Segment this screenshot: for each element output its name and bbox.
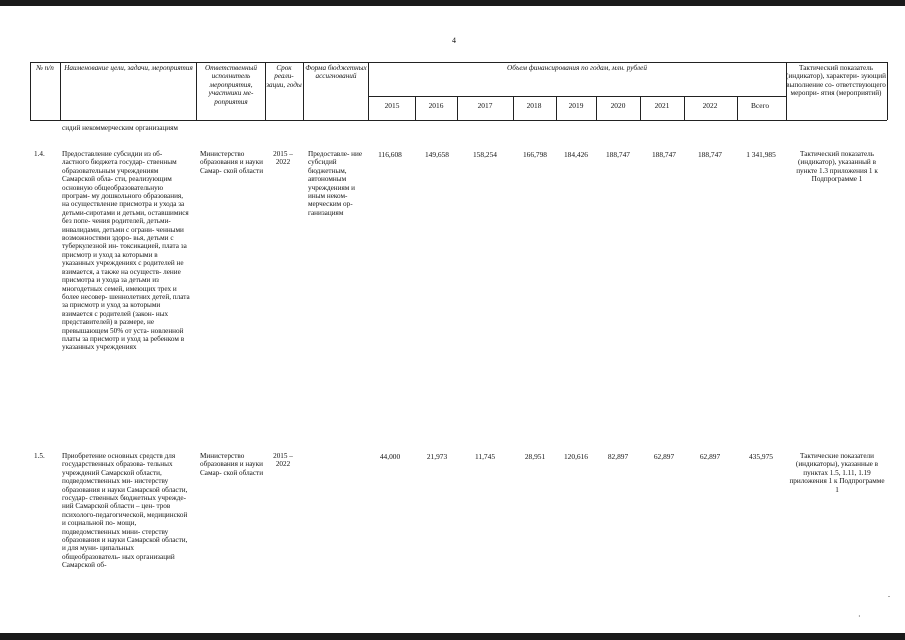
year-2015: 2015 [384, 101, 400, 110]
year-2018: 2018 [526, 101, 542, 110]
year-2019: 2019 [568, 101, 584, 110]
row-form: Предоставле- ние субсидий бюджетным, автономным учреждениям и иным неком- мерческим ор- ганизациям [308, 150, 363, 217]
value-2020: 82,897 [607, 452, 629, 461]
scan-speck: . [888, 590, 890, 599]
value-2017: 11,745 [474, 452, 496, 461]
value-2018: 166,798 [522, 150, 548, 159]
year-2017: 2017 [477, 101, 493, 110]
year-2022: 2022 [702, 101, 718, 110]
row-indicator: Тактические показатели (индикаторы), указанные в пунктах 1.5, 1.11, 1.19 приложения 1 к Подпрограмме 1 [789, 452, 885, 494]
year-total: Всего [750, 101, 770, 110]
row-term: 2015 – 2022 [273, 452, 293, 469]
header-executor: Ответственный исполнитель мероприятия, участники ме- роприятия [204, 64, 258, 106]
value-total: 1 341,985 [746, 150, 776, 159]
row-number: 1.5. [34, 452, 45, 460]
value-2016: 149,658 [424, 150, 450, 159]
value-2016: 21,973 [426, 452, 448, 461]
header-indicator: Тактический показатель (индикатор), характери- зующий выполнение со- ответствующего меропри- ятия (мероприятий) [786, 64, 886, 98]
header-form: Форма бюджетных ассигнований [305, 64, 367, 81]
header-name: Наименование цели, задачи, мероприятия [64, 64, 193, 72]
value-2021: 62,897 [653, 452, 675, 461]
scan-speck: · [858, 612, 861, 621]
header-finance: Объем финансирования по годам, млн. рублей [507, 64, 647, 72]
value-2022: 62,897 [699, 452, 721, 461]
row-term: 2015 – 2022 [273, 150, 293, 167]
value-2019: 184,426 [563, 150, 589, 159]
row-executor: Министерство образования и науки Самар- ской области [200, 452, 264, 477]
value-2017: 158,254 [472, 150, 498, 159]
header-term: Срок реали- зации, годы [266, 64, 302, 89]
continuation-text: сидий некоммерческим организациям [62, 124, 178, 132]
value-total: 435,975 [748, 452, 774, 461]
header-num: № п/п [36, 64, 54, 72]
scan-border-top [0, 0, 905, 6]
value-2019: 120,616 [563, 452, 589, 461]
value-2022: 188,747 [697, 150, 723, 159]
value-2018: 28,951 [524, 452, 546, 461]
row-number: 1.4. [34, 150, 45, 158]
year-2020: 2020 [610, 101, 626, 110]
row-name: Предоставление субсидии из об- ластного бюджета государ- ственным образовательным учреждениям Самарской обла- сти, реализующим основную общеобразовательную програм- му дошкольного образования, на осуществление присмотра и ухода за детьми-сиротами и детьми, оставшимися без попе- чения родителей, детьми- инвалидами, детьми с ограни- ченными возможностями здоро- вья, детьми с туберкулезной ин- токсикацией, плата за присмотр и уход за которыми в указанных учреждениях с родителей не взимается, а также на осуществ- ление присмотра и ухода за детьми из многодетных семей, имеющих трех и более несовер- шеннолетних детей, плата за присмотр и уход за которыми взимается с родителей (закон- ных представителей) в размере, не превышающем 50% от уста- новленной платы за присмотр и уход за ребенком в указанных учреждениях [62, 150, 190, 352]
row-executor: Министерство образования и науки Самар- ской области [200, 150, 264, 175]
page-number: 4 [452, 36, 456, 45]
year-2021: 2021 [654, 101, 670, 110]
scan-border-bottom [0, 633, 905, 640]
row-name: Приобретение основных средств для государственных образова- тельных учреждений Самарской области, подведомственных ми- нистерству образования и науки Самарской области, государ- ственных бюджетных учрежде- ний Самарской области – цен- тров психолого-педагогической, медицинской и социальной по- мощи, подведомственных мини- стерству образования и науки Самарской области, и для муни- ципальных общеобразователь- ных организаций Самарской об- [62, 452, 188, 570]
year-2016: 2016 [428, 101, 444, 110]
value-2021: 188,747 [651, 150, 677, 159]
row-indicator: Тактический показатель (индикатор), указанный в пункте 1.3 приложения 1 к Подпрограмме 1 [796, 150, 878, 184]
value-2015: 44,000 [379, 452, 401, 461]
value-2015: 116,608 [378, 150, 402, 159]
value-2020: 188,747 [605, 150, 631, 159]
